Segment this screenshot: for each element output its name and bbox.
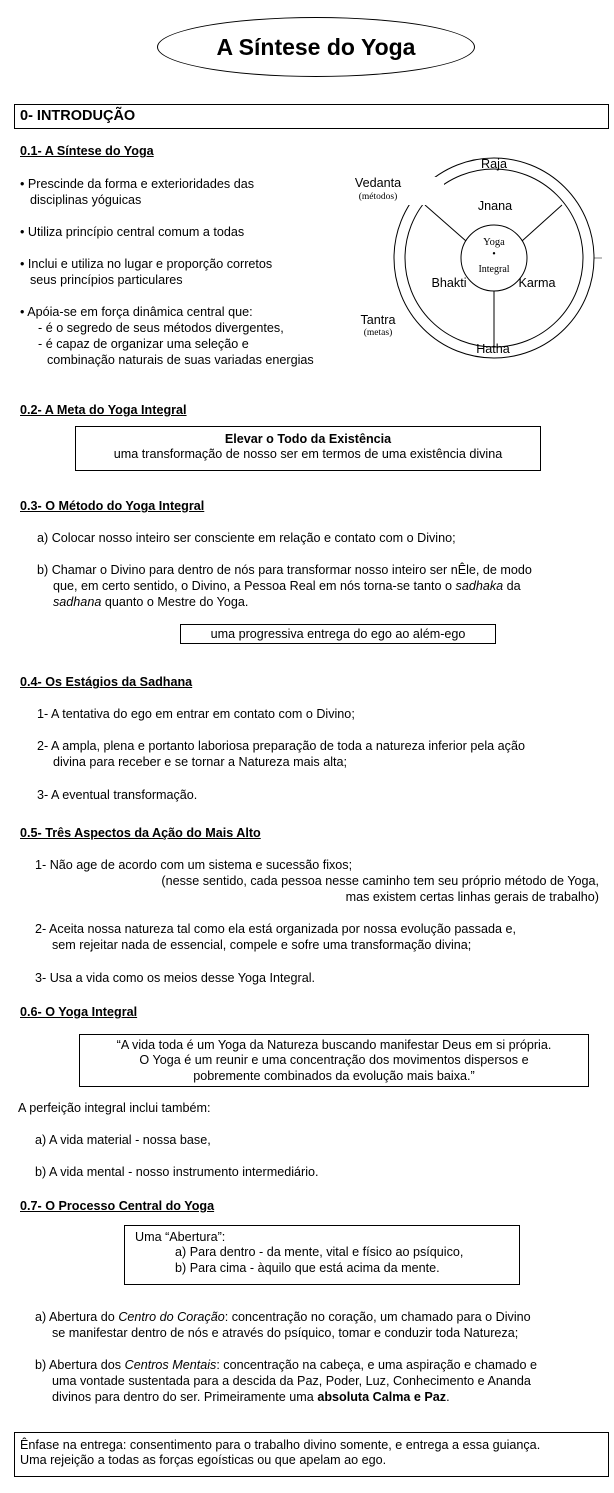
s06-quote-line1: “A vida toda é um Yoga da Natureza buscando manifestar Deus em si própria. (116, 1038, 552, 1052)
s06-quote-line2: O Yoga é um reunir e uma concentração dos movimentos dispersos e (139, 1053, 529, 1068)
s01-bullet-1: • Prescinde da forma e exterioridades das (20, 177, 255, 191)
s03-item-b-line1: b) Chamar o Divino para dentro de nós para transformar nosso inteiro ser nÊle, de modo (37, 563, 532, 577)
s04-item-3: 3- A eventual transformação. (37, 788, 198, 802)
s06-quote-line3: pobremente combinados da evolução mais baixa.” (193, 1068, 475, 1083)
s04-heading: 0.4- Os Estágios da Sadhana (20, 675, 193, 689)
s01-sub-1: - é o segredo de seus métodos divergentes, (38, 321, 284, 335)
s05-item-1-note2: mas existem certas linhas gerais de trabalho) (345, 890, 599, 904)
footer-line1: Ênfase na entrega: consentimento para o trabalho divino somente, e entrega a essa guiança. (20, 1438, 541, 1452)
mental-centers-term: Centros Mentais (124, 1358, 217, 1372)
s06-paragraph: A perfeição integral inclui também: (18, 1101, 211, 1115)
s03-item-b-line2: que, em certo sentido, o Divino, a Pessoa Real em nós torna-se tanto o sadhaka da (53, 579, 521, 593)
label-karma: Karma (518, 276, 556, 290)
s04-item-1: 1- A tentativa do ego em entrar em contato com o Divino; (37, 707, 355, 721)
s05-item-2-line1: 2- Aceita nossa natureza tal como ela está organizada por nossa evolução passada e, (35, 922, 516, 936)
label-vedanta: Vedanta (354, 176, 402, 190)
s07-item-a-line2: se manifestar dentro de nós e através do psíquico, tomar e conduzir toda Natureza; (52, 1326, 519, 1340)
s03-heading: 0.3- O Método do Yoga Integral (20, 499, 205, 513)
s04-item-2-line2: divina para receber e se tornar a Natureza mais alta; (53, 755, 348, 769)
calm-peace-bold: absoluta Calma e Paz (317, 1390, 447, 1404)
s02-goal-box (75, 426, 541, 471)
sadhana-word: sadhana (53, 595, 102, 609)
s05-heading: 0.5- Três Aspectos da Ação do Mais Alto (20, 826, 261, 840)
s02-goal-text: uma transformação de nosso ser em termos de uma existência divina (113, 447, 503, 462)
s06-item-b: b) A vida mental - nosso instrumento intermediário. (35, 1165, 319, 1179)
label-raja: Raja (481, 157, 507, 171)
footer-line2: Uma rejeição a todas as forças egoísticas ou que apelam ao ego. (20, 1453, 387, 1468)
s06-item-a: a) A vida material - nossa base, (35, 1133, 211, 1147)
s03-item-a: a) Colocar nosso inteiro ser consciente em relação e contato com o Divino; (37, 531, 456, 545)
s03-surrender-box: uma progressiva entrega do ego ao além-ego (180, 624, 496, 644)
s01-bullet-1-cont: disciplinas yóguicas (30, 193, 142, 207)
footer-box (14, 1432, 609, 1477)
label-hatha: Hatha (476, 342, 510, 356)
s01-bullet-2: • Utiliza princípio central comum a todas (20, 225, 245, 239)
yoga-diagram (340, 148, 614, 370)
s05-item-3: 3- Usa a vida como os meios desse Yoga Integral. (35, 971, 316, 985)
intro-heading: 0- INTRODUÇÃO (14, 104, 609, 129)
s06-heading: 0.6- O Yoga Integral (20, 1005, 138, 1019)
s02-heading: 0.2- A Meta do Yoga Integral (20, 403, 187, 417)
s04-item-2-line1: 2- A ampla, plena e portanto laboriosa preparação de toda a natureza inferior pela ação (37, 739, 525, 753)
s07-opening-box (124, 1225, 520, 1285)
sadhaka-word: sadhaka (455, 579, 504, 593)
s02-goal-title: Elevar o Todo da Existência (224, 432, 392, 446)
s07-item-b-line1: b) Abertura dos Centros Mentais: concentração na cabeça, e uma aspiração e chamado e (35, 1358, 537, 1372)
s01-sub-2-cont: combinação naturais de suas variadas energias (47, 353, 314, 367)
s07-box-line2: a) Para dentro - da mente, vital e físico ao psíquico, (175, 1245, 464, 1260)
s01-bullet-3: • Inclui e utiliza no lugar e proporção corretos (20, 257, 273, 271)
s01-bullet-4: • Apóia-se em força dinâmica central que: (20, 305, 253, 319)
label-yoga: Yoga (483, 237, 505, 248)
s07-heading: 0.7- O Processo Central do Yoga (20, 1199, 215, 1213)
s07-item-b-line2: uma vontade sustentada para a descida da Paz, Poder, Luz, Conhecimento e Ananda (52, 1374, 531, 1388)
heart-center-term: Centro do Coração (118, 1310, 225, 1324)
label-vedanta-sub: (métodos) (358, 192, 398, 202)
label-tantra: Tantra (360, 313, 396, 327)
s05-item-2-line2: sem rejeitar nada de essencial, compele e sofre uma transformação divina; (52, 938, 472, 952)
s01-bullet-3-cont: seus princípios particulares (30, 273, 183, 287)
s03-item-b-line3: sadhana quanto o Mestre do Yoga. (53, 595, 249, 609)
s05-item-1-note1: (nesse sentido, cada pessoa nesse caminho tem seu próprio método de Yoga, (161, 874, 599, 888)
page-title: A Síntese do Yoga (157, 17, 475, 77)
label-bhakti: Bhakti (431, 276, 467, 290)
s05-item-1: 1- Não age de acordo com um sistema e sucessão fixos; (35, 858, 353, 872)
s07-box-line3: b) Para cima - àquilo que está acima da mente. (175, 1260, 440, 1275)
s01-heading: 0.1- A Síntese do Yoga (20, 144, 154, 158)
s06-quote-box (79, 1034, 589, 1087)
s07-box-line1: Uma “Abertura”: (135, 1230, 226, 1244)
center-dot: • (492, 249, 496, 260)
s07-item-b-line3: divinos para dentro do ser. Primeiramente uma absoluta Calma e Paz. (52, 1390, 450, 1404)
label-integral: Integral (478, 264, 510, 275)
label-jnana: Jnana (477, 199, 513, 213)
label-tantra-sub: (metas) (363, 328, 393, 338)
s01-sub-2: - é capaz de organizar uma seleção e (38, 337, 249, 351)
s07-item-a-line1: a) Abertura do Centro do Coração: concentração no coração, um chamado para o Divino (35, 1310, 531, 1324)
